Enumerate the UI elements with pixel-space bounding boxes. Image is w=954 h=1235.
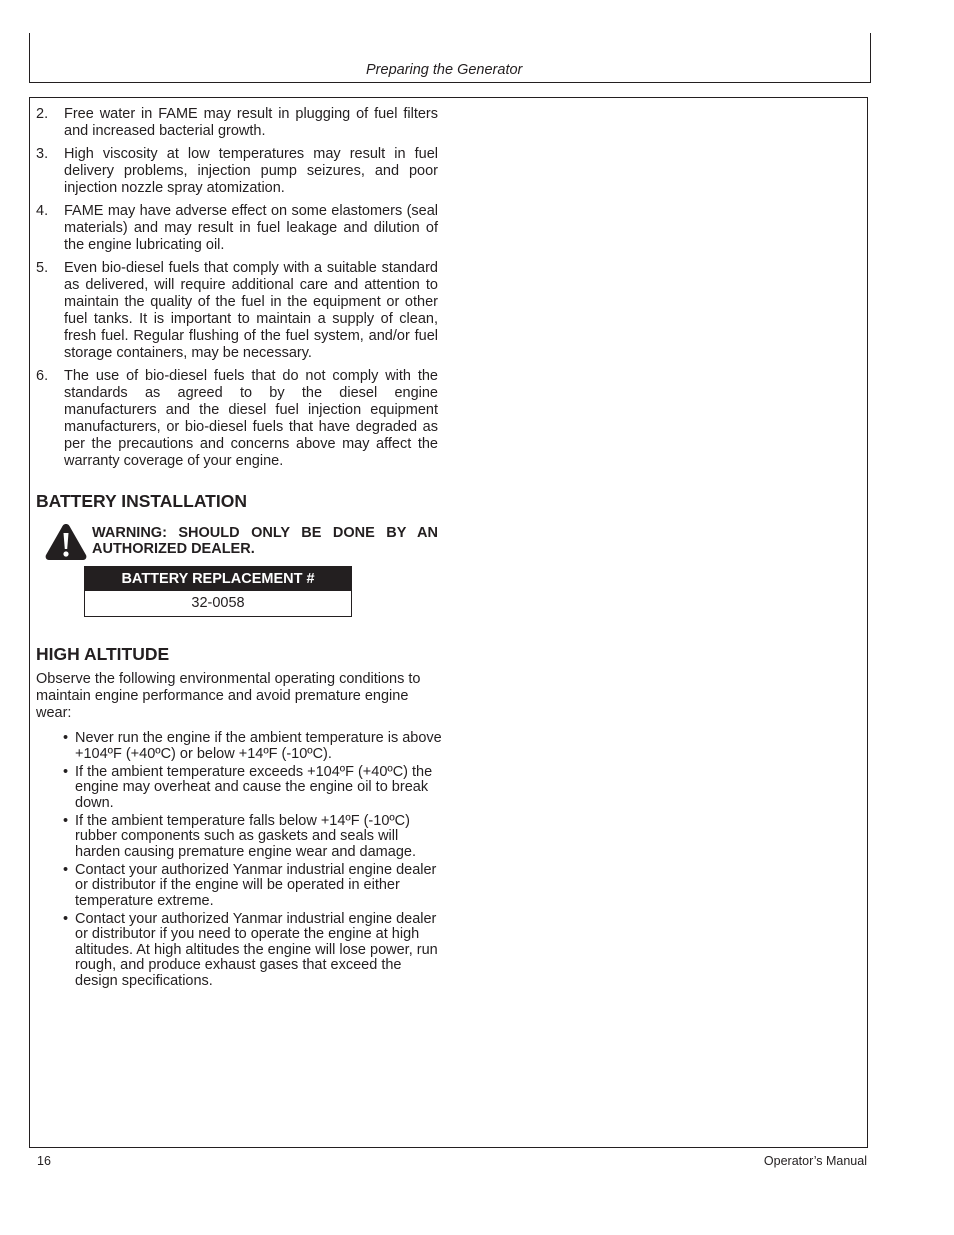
list-item-text: Free water in FAME may result in plugging of fuel filters and increased bacterial growth.: [64, 106, 438, 139]
warning-triangle-icon: [44, 522, 88, 562]
list-item-text: Contact your authorized Yanmar industrial engine dealer or distributor if the engine will be operated in either temperature extreme.: [75, 861, 437, 909]
high-altitude-intro: Observe the following environmental operating conditions to maintain engine performance and avoid premature engine wear:: [36, 671, 421, 721]
bullet: •: [63, 812, 69, 829]
list-item-text: High viscosity at low temperatures may result in fuel delivery problems, injection pump seizures, and poor injection nozzle spray atomization.: [64, 146, 438, 196]
battery-replacement-table: [84, 566, 352, 617]
list-item-text: If the ambient temperature falls below +14ºF (-10ºC) rubber components such as gaskets and seals will harden causing premature engine wear and damage.: [75, 812, 416, 860]
list-item-text: The use of bio-diesel fuels that do not comply with the standards as agreed to by the diesel engine manufacturers and the diesel fuel injection equipment manufacturers, or bio-diesel fuels that have degraded as per the precautions and concerns above may affect the warranty coverage of your engine.: [64, 368, 438, 469]
list-item: [36, 106, 438, 140]
list-item: [36, 368, 438, 470]
high-altitude-heading: HIGH ALTITUDE: [36, 644, 170, 664]
section-title: Preparing the Generator: [366, 62, 523, 78]
list-item-text: If the ambient temperature exceeds +104ºF (+40ºC) the engine may overheat and cause the engine oil to break down.: [75, 763, 433, 811]
list-item-number: 4.: [36, 203, 49, 219]
bullet: •: [63, 763, 69, 780]
list-item: [63, 912, 443, 990]
list-item: [36, 146, 438, 197]
battery-installation-heading: BATTERY INSTALLATION: [36, 491, 247, 511]
list-item: [63, 765, 443, 812]
warning-notice: [44, 522, 438, 562]
page-number: 16: [37, 1154, 51, 1168]
list-item-text: Contact your authorized Yanmar industrial engine dealer or distributor if you need to operate the engine at high altitudes. At high altitudes the engine will lose power, run rough, and produce exhaust gases that exceed the design specifications.: [75, 910, 438, 989]
manual-title: Operator’s Manual: [763, 1154, 867, 1168]
bullet: •: [63, 910, 69, 927]
list-item-number: 6.: [36, 368, 49, 384]
list-item: [36, 260, 438, 362]
left-column: [36, 106, 438, 476]
list-item-number: 5.: [36, 260, 49, 276]
fame-concerns-list: [36, 106, 438, 470]
list-item-number: 3.: [36, 146, 49, 162]
warning-text: WARNING: SHOULD ONLY BE DONE BY AN AUTHORIZED DEALER.: [92, 525, 438, 557]
list-item-text: Never run the engine if the ambient temperature is above +104ºF (+40ºC) or below +14ºF (-10ºC).: [75, 730, 442, 762]
list-item: [63, 814, 443, 861]
table-header: BATTERY REPLACEMENT #: [85, 567, 351, 591]
altitude-conditions-list: [63, 731, 443, 992]
list-item: [63, 863, 443, 910]
list-item-text: Even bio-diesel fuels that comply with a suitable standard as delivered, will require additional care and attention to maintain the quality of the fuel in the equipment or other fuel tanks. It is important to maintain a supply of clean, fresh fuel. Regular flushing of the fuel system, and/or fuel storage containers, may be necessary.: [64, 260, 438, 361]
list-item-text: FAME may have adverse effect on some elastomers (seal materials) and may result in fuel leakage and dilution of the engine lubricating oil.: [64, 203, 438, 253]
bullet: •: [63, 861, 69, 878]
table-cell: 32-0058: [191, 595, 245, 611]
list-item: [63, 731, 443, 762]
bullet: •: [63, 730, 69, 746]
list-item-number: 2.: [36, 106, 49, 122]
list-item: [36, 203, 438, 254]
